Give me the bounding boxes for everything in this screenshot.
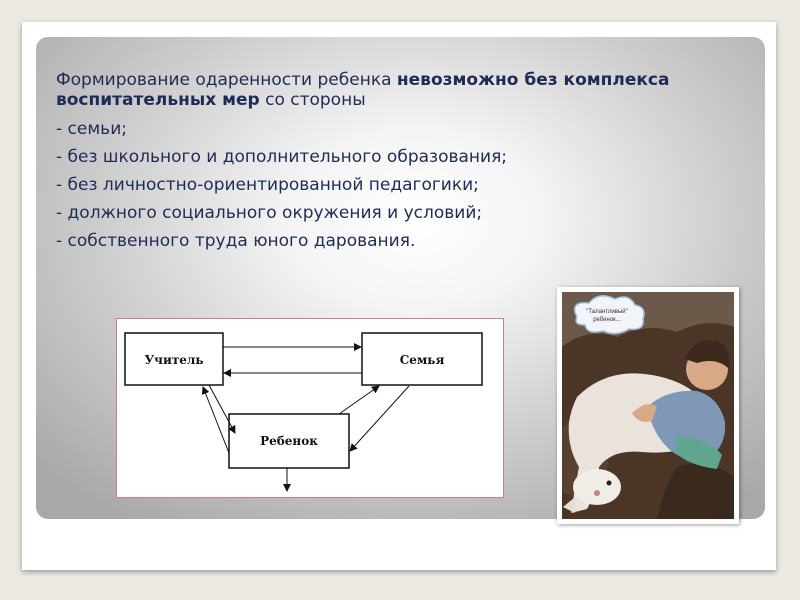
photo-caption-line2: ребенок... [593,317,621,323]
arrow-child-to-family [339,386,379,414]
bullet-item: - без личностно-ориентированной педагогики; [56,175,479,195]
photo-frame [557,287,739,524]
child-dog-photo [557,287,739,524]
photo-caption-line1: "Талантливый" [586,309,628,315]
bullet-item: - семьи; [56,119,127,139]
bullet-item: - без школьного и дополнительного образования; [56,147,508,167]
arrow-teacher-to-child [209,385,235,433]
slide-text [56,70,746,259]
teacher-label: Учитель [144,353,204,367]
intro-text-end: со стороны [259,90,366,110]
relationship-diagram [116,318,504,498]
family-label: Семья [399,353,445,367]
bullet-item: - собственного труда юного дарования. [56,231,416,251]
child-label: Ребенок [260,434,318,448]
bullet-item: - должного социального окружения и условий; [56,203,483,223]
intro-paragraph [56,70,746,110]
intro-emphasis: невозможно без комплекса воспитательных мер [56,70,670,110]
intro-text-start: Формирование одаренности ребенка [56,70,397,90]
arrow-family-to-child [350,386,409,451]
diagram-svg [117,319,503,497]
